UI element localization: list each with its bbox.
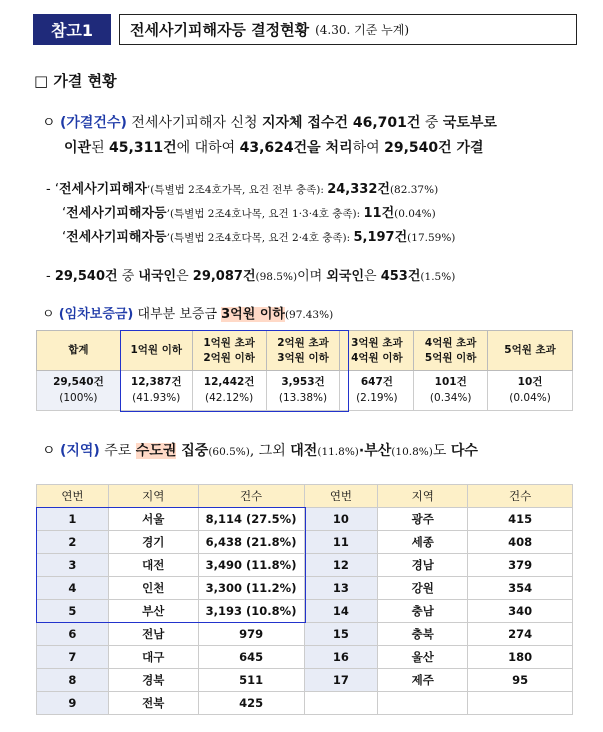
region-name-cell: 대전 [108,554,198,577]
region-no-cell: 16 [304,646,378,669]
p3-bold4: 외국인 [326,269,365,284]
p3-bold2: 내국인 [138,269,177,284]
region-count-cell: 645 [198,646,304,669]
p4-text1: 대부분 보증금 [133,307,222,322]
region-row [37,692,573,715]
deposit-header: 3억원 초과 4억원 이하 [340,331,414,371]
p4-label: (임차보증금) [58,307,134,322]
region-no-cell: 4 [37,577,109,600]
region-no-cell: 9 [37,692,109,715]
region-row [37,554,573,577]
region-count-cell: 3,300 (11.2%) [198,577,304,600]
region-no-cell: 13 [304,577,378,600]
p1-text2: 중 [420,115,443,131]
p2-l3-desc: ’(특별법 2조4호다목, 요건 2·4호 충족): [166,232,354,244]
region-header: 연번 [304,485,378,508]
deposit-count: 3,953건 [281,375,325,388]
p4-bullet: ㅇ [42,307,55,322]
region-table [36,484,573,715]
p2-l2-pct: (0.04%) [394,208,436,220]
region-name-cell: 부산 [108,600,198,623]
p3-pct2: (1.5%) [420,271,456,283]
region-name-cell: 광주 [378,508,468,531]
deposit-count: 101건 [434,375,467,388]
p5-text1: 주로 [99,443,136,459]
region-row [37,623,573,646]
region-no-cell: 1 [37,508,109,531]
region-no-cell: 12 [304,554,378,577]
p4-pct: (97.43%) [284,309,334,321]
deposit-pct: (13.38%) [278,391,328,404]
deposit-cell [120,371,192,411]
region-count-cell: 6,438 (21.8%) [198,531,304,554]
region-count-cell: 354 [468,577,573,600]
region-name-cell: 경북 [108,669,198,692]
p2-l3-count: 5,197건 [353,230,408,245]
region-count-cell: 415 [468,508,573,531]
region-no-cell: 3 [37,554,109,577]
deposit-header: 4억원 초과 5억원 이하 [414,331,488,371]
page-title-box [119,14,577,45]
p2-l1-term: 전세사기피해자 [58,182,147,197]
region-count-cell: 274 [468,623,573,646]
region-name-cell: 충남 [378,600,468,623]
deposit-count: 12,442건 [203,375,255,388]
p5-pct1: (60.5%) [208,446,250,458]
deposit-table [36,330,573,411]
deposit-header: 2억원 초과 3억원 이하 [266,331,340,371]
deposit-pct: (0.34%) [429,391,472,404]
p5-bullet: ㅇ [42,443,56,459]
p5-bold4: 다수 [450,443,478,459]
p3-bold5: 453건 [380,269,421,284]
region-row [37,508,573,531]
p2-l2-desc: ’(특별법 2조4호나목, 요건 1·3·4호 충족): [166,208,364,220]
p5-text4: 도 [432,443,451,459]
region-count-cell: 408 [468,531,573,554]
p2-l2-quote: ‘ [62,206,67,221]
region-name-cell: 전북 [108,692,198,715]
deposit-pct: (100%) [59,391,98,404]
region-count-cell: 8,114 (27.5%) [198,508,304,531]
p5-label: (지역) [59,443,100,459]
region-count-cell: 340 [468,600,573,623]
deposit-pct: (2.19%) [356,391,398,404]
p3-pct1: (98.5%) [255,271,298,283]
region-name-cell: 강원 [378,577,468,600]
deposit-cell [192,371,266,411]
p1-text4: 에 대하여 [176,140,240,156]
region-count-cell: 180 [468,646,573,669]
section-title: □ 가결 현황 [34,72,117,90]
region-no-cell: 14 [304,600,378,623]
p1-line1 [42,112,497,132]
page-title: 전세사기피해자등 결정현황 [130,21,310,39]
p1-bold1: 지자체 접수건 46,701건 [261,115,421,131]
region-name-cell: 제주 [378,669,468,692]
deposit-count: 647건 [360,375,393,388]
region-no-cell: 8 [37,669,109,692]
region-no-cell: 2 [37,531,109,554]
region-header: 연번 [37,485,109,508]
region-header: 건수 [468,485,573,508]
p3-dash: - [46,269,55,284]
region-name-cell: 인천 [108,577,198,600]
p1-bold4: 45,311건 [109,140,177,156]
region-no-cell: 10 [304,508,378,531]
region-name-cell: 경기 [108,531,198,554]
region-name-cell: 대구 [108,646,198,669]
p1-bold5: 43,624건을 처리 [239,140,353,156]
deposit-count: 12,387건 [130,375,182,388]
p5-highlight: 수도권 [135,443,177,459]
p5-bold1: 집중 [176,443,209,459]
region-no-cell: 5 [37,600,109,623]
deposit-pct: (0.04%) [509,391,551,404]
region-header: 지역 [108,485,198,508]
region-name-cell [378,692,468,715]
deposit-header: 1억원 초과 2억원 이하 [192,331,266,371]
region-row [37,531,573,554]
p3-text3: 이며 [297,269,327,284]
p1-bold3: 이관 [64,140,92,156]
region-no-cell [304,692,378,715]
reference-tag: 참고1 [33,14,111,45]
region-no-cell: 17 [304,669,378,692]
deposit-cell [340,371,414,411]
p5-bold2: 대전 [290,443,318,459]
p1-text5: 하여 [352,140,385,156]
p2-l1-quote: ‘ [54,182,59,197]
p2-l1-desc: ’(특별법 2조4호가목, 요건 전부 충족): [146,184,328,196]
region-no-cell: 6 [37,623,109,646]
p2-l2-count: 11건 [363,206,395,221]
region-no-cell: 15 [304,623,378,646]
p1-bold6: 29,540건 가결 [384,140,484,156]
region-name-cell: 울산 [378,646,468,669]
deposit-cell [414,371,488,411]
p4-line [42,303,333,322]
deposit-cell [266,371,340,411]
region-row [37,577,573,600]
region-count-cell: 425 [198,692,304,715]
p2-l1-count: 24,332건 [327,182,390,197]
region-row [37,669,573,692]
p3-bold1: 29,540건 [54,269,118,284]
deposit-count: 29,540건 [53,375,104,388]
p3-bold3: 29,087건 [192,269,256,284]
region-count-cell: 379 [468,554,573,577]
region-name-cell: 세종 [378,531,468,554]
region-table-header-row [37,485,573,508]
deposit-count: 10건 [517,375,543,388]
p3-text1: 중 [117,269,139,284]
p2-l1-pct: (82.37%) [389,184,439,196]
p3-text4: 은 [364,269,381,284]
deposit-header: 합계 [37,331,121,371]
region-count-cell: 95 [468,669,573,692]
p2-l3-term: 전세사기피해자등 [66,230,167,245]
p2-line1 [46,178,438,197]
region-name-cell: 서울 [108,508,198,531]
region-row [37,600,573,623]
region-no-cell: 7 [37,646,109,669]
p5-pct3: (10.8%) [391,446,433,458]
region-name-cell: 경남 [378,554,468,577]
region-row [37,646,573,669]
deposit-pct: (42.12%) [205,391,254,404]
deposit-pct: (41.93%) [132,391,181,404]
p5-bold3: 부산 [364,443,392,459]
region-count-cell [468,692,573,715]
p5-pct2: (11.8%) [317,446,359,458]
deposit-header: 5억원 초과 [488,331,573,371]
p4-highlight: 3억원 이하 [221,307,285,322]
p5-line [42,440,478,460]
p5-text2: , 그외 [249,443,291,459]
p2-l3-pct: (17.59%) [407,232,456,244]
region-no-cell: 11 [304,531,378,554]
region-count-cell: 979 [198,623,304,646]
p3-text2: 은 [176,269,193,284]
p3-line [46,265,455,284]
region-count-cell: 3,490 (11.8%) [198,554,304,577]
p2-l3-quote: ‘ [62,230,67,245]
p1-bullet: ㅇ [42,115,56,131]
p1-text3: 된 [91,140,110,156]
region-name-cell: 충북 [378,623,468,646]
p1-text1: 전세사기피해자 신청 [126,115,262,131]
p1-label: (가결건수) [59,115,127,131]
p2-l2-term: 전세사기피해자등 [66,206,167,221]
region-name-cell: 전남 [108,623,198,646]
deposit-cell [488,371,573,411]
page-subtitle: (4.30. 기준 누계) [315,23,410,37]
header-bar [33,14,577,45]
region-header: 건수 [198,485,304,508]
p5-dot: · [358,443,365,459]
deposit-cell [37,371,121,411]
p2-line2 [62,202,436,221]
deposit-table-row [37,371,573,411]
deposit-table-header-row [37,331,573,371]
deposit-header: 1억원 이하 [120,331,192,371]
p2-line3 [62,226,455,245]
region-header: 지역 [378,485,468,508]
region-count-cell: 511 [198,669,304,692]
p1-bold2: 국토부로 [442,115,497,131]
p2-dash: - [46,182,55,197]
region-count-cell: 3,193 (10.8%) [198,600,304,623]
p1-line2 [64,137,484,157]
